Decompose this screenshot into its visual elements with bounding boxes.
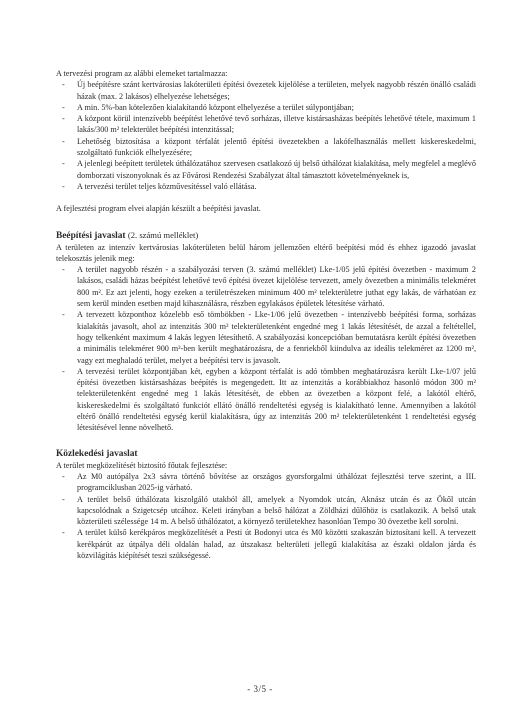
program-note: A fejlesztési program elvei alapján készült a beépítési javaslat. bbox=[56, 204, 261, 214]
kozlekedesi-list bbox=[56, 471, 476, 561]
list-item: - A min. 5%-ban kötelezően kialakítandó központ elhelyezése a terület súlypontjában; bbox=[62, 102, 354, 112]
document-body bbox=[56, 68, 476, 561]
dash-bullet: - bbox=[62, 181, 65, 191]
dash-bullet: - bbox=[62, 494, 65, 504]
dash-bullet: - bbox=[62, 80, 65, 90]
list-item: - A jelenlegi beépített területek úthálózatához szervesen csatlakozó új belső úthálózat kialakítása, mely megfelel a meglévő domborzati viszonyoknak és az Fővárosi Rendezési Szabályzat által támasztott követelményeknek is, bbox=[62, 159, 476, 180]
section-heading-beepitesi bbox=[56, 229, 476, 242]
dash-bullet: - bbox=[62, 159, 65, 169]
list-item: - Lehetőség biztosítása a központ térfalát jelentő építési övezetekben a lakófelhasználás mellett kiskereskedelmi, szolgáltató funkciók elhelyezésére; bbox=[62, 136, 476, 158]
program-intro: A tervezési program az alábbi elemeket tartalmazza: bbox=[56, 69, 228, 78]
list-item: - A tervezési terület központjában két, egyben a központ térfalát is adó tömbben meghatározásra került Lke-1/07 jelű építési övezetben kistársasházas beépítés is megengedett. Itt az intenzitás a korábbiakhoz hasonló módon 300 m² telekterületenként engedné meg 1 lakás létesítését, de ebben az övezetben a központ felé, a lakótól eltérő, kiskereskedelmi és szolgáltató funkciót ellátó önálló rendeltetési egység is kialakítható lenne. Amennyiben a lakótól eltérő önálló rendeltetési egység kerül kialakításra, úgy az intenzitás 200 m² telekterületenként 1 rendeltetési egység létesítésével lenne növelhető. bbox=[62, 366, 476, 433]
beepitesi-list bbox=[56, 264, 476, 433]
page-number: - 3/5 - bbox=[247, 684, 273, 694]
section-heading-kozlekedesi: Közlekedési javaslat bbox=[56, 448, 138, 459]
dash-bullet: - bbox=[62, 102, 65, 112]
section-lead: A területen az intenzív kertvárosias lakóterületen belül három jellemzően eltérő beépítési mód és ehhez igazodó javaslat telekosztás jelenik meg: bbox=[56, 242, 476, 263]
list-item: - Új beépítésre szánt kertvárosias lakóterületi építési övezetek kijelölése a területen, melyek nagyobb részén önálló családi házak (max. 2 lakásos) elhelyezése lehetséges; bbox=[62, 80, 476, 101]
dash-bullet: - bbox=[62, 136, 65, 146]
list-item: - A terület nagyobb részén - a szabályozási terven (3. számú melléklet) Lke-1/05 jelű építési övezetben - maximum 2 lakásos, családi házas beépítést lehetővé tevő építési övezet kijelölése tervezett, amely övezetben a minimális telekméret 800 m². Ez azt jelenti, hogy ezeken a területrészeken minimum 400 m² telekterületre juthat egy lakás, de várhatóan ez sem kerül minden esetben majd kihasználásra, részben egylakásos épületek létesítése várható. bbox=[62, 265, 476, 309]
dash-bullet: - bbox=[62, 114, 65, 124]
list-item: - A központ körül intenzívebb beépítést lehetővé tevő sorházas, illetve kistársasházas beépítés lehetővé tétele, maximum 1 lakás/300 m² telekterület beépítési intenzitással; bbox=[62, 114, 476, 135]
dash-bullet: - bbox=[62, 528, 65, 538]
dash-bullet: - bbox=[62, 310, 65, 320]
list-item: - A terület külső kerékpáros megközelítését a Pesti út Bodonyi utca és M0 közötti szakaszán biztosítani kell. A tervezett kerékpárút az útpálya déli oldalán halad, az útszakasz belterületi jellegű kialakítása az északi oldalon járda és közvilágítás kiépítését teszi szükségessé. bbox=[62, 528, 476, 560]
dash-bullet: - bbox=[62, 265, 65, 275]
list-item: - A terület belső úthálózata kiszolgáló utakból áll, amelyek a Nyomdok utcán, Aknász utcán és az Ökől utcán kapcsolódnak a Szigetcsép utcához. Keleti irányban a belső hálózat a Zöldházi dűlőhöz is csatlakozik. A belső utak közterületi szélessége 14 m. A belső úthálózatot, a környező területekhez hasonlóan Tempo 30 övezetbe kell sorolni. bbox=[62, 494, 476, 527]
list-item: - A tervezési terület teljes közművesítéssel való ellátása. bbox=[62, 181, 257, 191]
section-subtitle: (2. számú melléklet) bbox=[127, 229, 199, 240]
list-item: - Az M0 autópálya 2x3 sávra történő bővítése az országos gyorsforgalmi úthálózat fejlesztési terve szerint, a III. programciklusban 2025-ig várható. bbox=[62, 471, 476, 493]
section-lead: A terület megközelítését biztosító főutak fejlesztése: bbox=[56, 460, 228, 470]
dash-bullet: - bbox=[62, 366, 65, 376]
section-title: Beépítési javaslat bbox=[56, 230, 126, 241]
list-item: - A tervezett központhoz közelebb eső tömbökben - Lke-1/06 jelű övezetben - intenzívebb beépítési forma, sorházas kialakítás javasolt, ahol az intenzitás 300 m² telekterületenként engedné meg 1 lakás létesítését, de azzal a feltétellel, hogy telkenként maximum 4 lakás legyen létesíthető. A szabályozási koncepcióban bemutatásra került építési övezetben a minimális telekméret 900 m²-ben került meghatározásra, de a fenriekből kiindulva az ideális telekméret az 1200 m², vagy ezt meghaladó terület, melyet a beépítési terv is javasolt. bbox=[62, 310, 476, 365]
dash-bullet: - bbox=[62, 471, 65, 481]
program-list bbox=[56, 79, 476, 192]
